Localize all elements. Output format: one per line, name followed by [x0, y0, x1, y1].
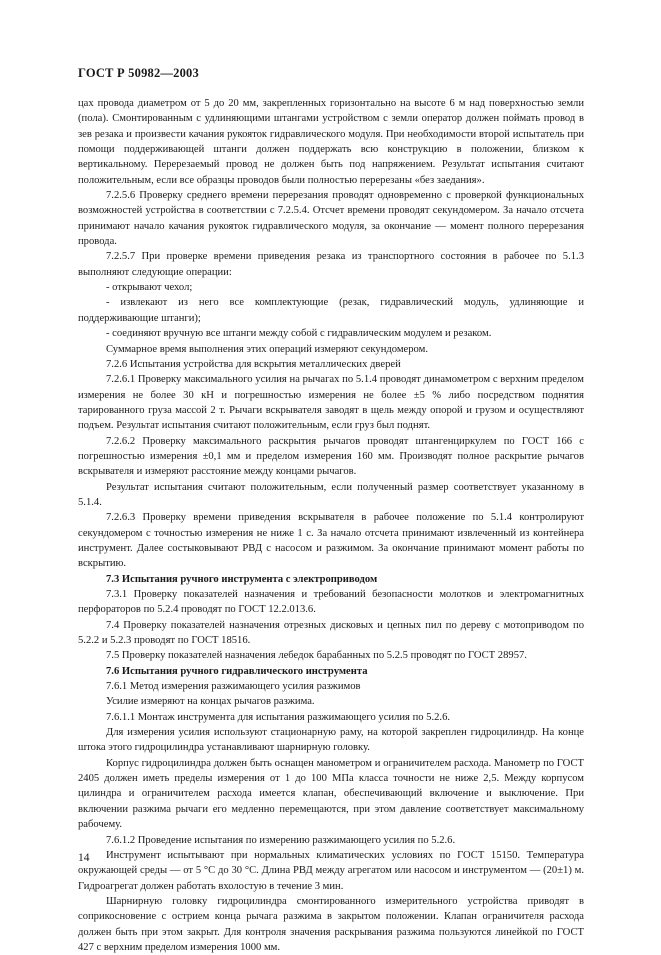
paragraph: 7.4 Проверку показателей назначения отрезных дисковых и цепных пил по дереву с мотоприводом по 5.2.2 и 5.2.3 проводят по ГОСТ 18516.	[78, 619, 584, 647]
paragraph: цах провода диаметром от 5 до 20 мм, закрепленных горизонтально на высоте 6 м над поверхностью земли (пола). Смонтированным с удлиняющими штангами устройством с земли оператор должен поймать провод в зев резака и произвести качания рукояток гидравлического модуля. При необходимости второй испытатель при помощи поддерживающей штанги должен поддержать всю конструкцию в положении, близком к вертикальному. Перерезаемый провод не должен быть под напряжением. Результат испытания считают положительным, если все образцы проводов были полностью перерезаны «без заедания».	[78, 98, 584, 186]
paragraph: 7.2.6.1 Проверку максимального усилия на рычагах по 5.1.4 проводят динамометром с верхним пределом измерения не более 30 кН и погрешностью измерения не более ±5 % либо посредством поднятия тарированного груза массой 2 т. Рычаги вскрывателя заводят в щель между опорой и грузом и осуществляют подъем. Результат испытания считают положительным, если груз был поднят.	[78, 374, 584, 432]
paragraph: 7.6.1.1 Монтаж инструмента для испытания разжимающего усилия по 5.2.6.	[106, 711, 451, 723]
paragraph: 7.6.1.2 Проведение испытания по измерению разжимающего усилия по 5.2.6.	[106, 834, 456, 846]
document-body	[78, 96, 584, 955]
paragraph: 7.3.1 Проверку показателей назначения и требований безопасности молотков и электромагнитных перфораторов по 5.2.4 проводят по ГОСТ 12.2.013.6.	[78, 589, 584, 616]
paragraph: Результат испытания считают положительным, если полученный размер соответствует указанному в 5.1.4.	[78, 481, 584, 508]
paragraph: 7.2.6.3 Проверку времени приведения вскрывателя в рабочее положение по 5.1.4 контролируют секундомером с точностью измерения не ниже 1 с. За начало отсчета принимают извлеченный из контейнера инструмент. Далее состыковывают РВД с насосом и разжимом. За окончание принимают момент работы по вскрытию.	[78, 512, 584, 570]
paragraph: Корпус гидроцилиндра должен быть оснащен манометром и ограничителем расхода. Манометр по ГОСТ 2405 должен иметь пределы измерения от 1 до 100 МПа класса точности не ниже 2,5. Между корпусом цилиндра и ограничителем расхода имеется клапан, обеспечивающий включение и выключение. При включении разжима рычаги его медленно перемещаются, при этом давление соответствует максимальному рабочему.	[78, 757, 584, 831]
paragraph: - открывают чехол;	[106, 282, 193, 294]
paragraph: Инструмент испытывают при нормальных климатических условиях по ГОСТ 15150. Температура окружающей среды — от 5 °С до 30 °С. Длина РВД между агрегатом или насосом и инструментом — (20±1) м. Гидроагрегат должен работать вхолостую в течение 3 мин.	[78, 849, 584, 892]
paragraph: 7.2.5.6 Проверку среднего времени перерезания проводят одновременно с проверкой функциональных возможностей устройства в соответствии с 7.2.5.4. Отсчет времени проводят секундомером. За начало отсчета принимают начало качания рукояток гидравлического модуля, за окончание — момент полного перерезания провода.	[78, 190, 584, 248]
paragraph: - извлекают из него все комплектующие (резак, гидравлический модуль, удлиняющие и поддерживающие штанги);	[78, 297, 584, 324]
paragraph: 7.2.6 Испытания устройства для вскрытия металлических дверей	[106, 358, 401, 370]
paragraph: - соединяют вручную все штанги между собой с гидравлическим модулем и резаком.	[106, 328, 492, 340]
paragraph: 7.5 Проверку показателей назначения лебедок барабанных по 5.2.5 проводят по ГОСТ 28957.	[106, 650, 527, 662]
paragraph: 7.6.1 Метод измерения разжимающего усилия разжимов	[106, 681, 361, 693]
paragraph: Шарнирную головку гидроцилиндра смонтированного измерительного устройства приводят в соприкосновение с острием конца рычага разжима в закрытом положении. Клапан ограничителя расхода должен быть при этом закрыт. Для контроля значения раскрывания разжима пользуются линейкой по ГОСТ 427 с верхним пределом измерения 1000 мм.	[78, 895, 584, 953]
page-number: 14	[78, 852, 90, 864]
paragraph: 7.3 Испытания ручного инструмента с электроприводом	[106, 573, 378, 585]
paragraph: 7.6 Испытания ручного гидравлического инструмента	[106, 665, 368, 677]
paragraph: Для измерения усилия используют стационарную раму, на которой закреплен гидроцилиндр. На конце штока этого гидроцилиндра устанавливают шарнирную головку.	[78, 727, 584, 754]
paragraph: 7.2.5.7 При проверке времени приведения резака из транспортного состояния в рабочее по 5.1.3 выполняют следующие операции:	[78, 251, 584, 278]
document-header: ГОСТ Р 50982—2003	[78, 66, 199, 80]
paragraph: Суммарное время выполнения этих операций измеряют секундомером.	[106, 343, 429, 355]
paragraph: Усилие измеряют на концах рычагов разжима.	[106, 696, 315, 708]
paragraph: 7.2.6.2 Проверку максимального раскрытия рычагов проводят штангенциркулем по ГОСТ 166 с погрешностью измерения ±0,1 мм и пределом измерения 160 мм. Производят полное раскрытие рычагов вскрывателя и измеряют расстояние между концами рычагов.	[78, 435, 584, 478]
